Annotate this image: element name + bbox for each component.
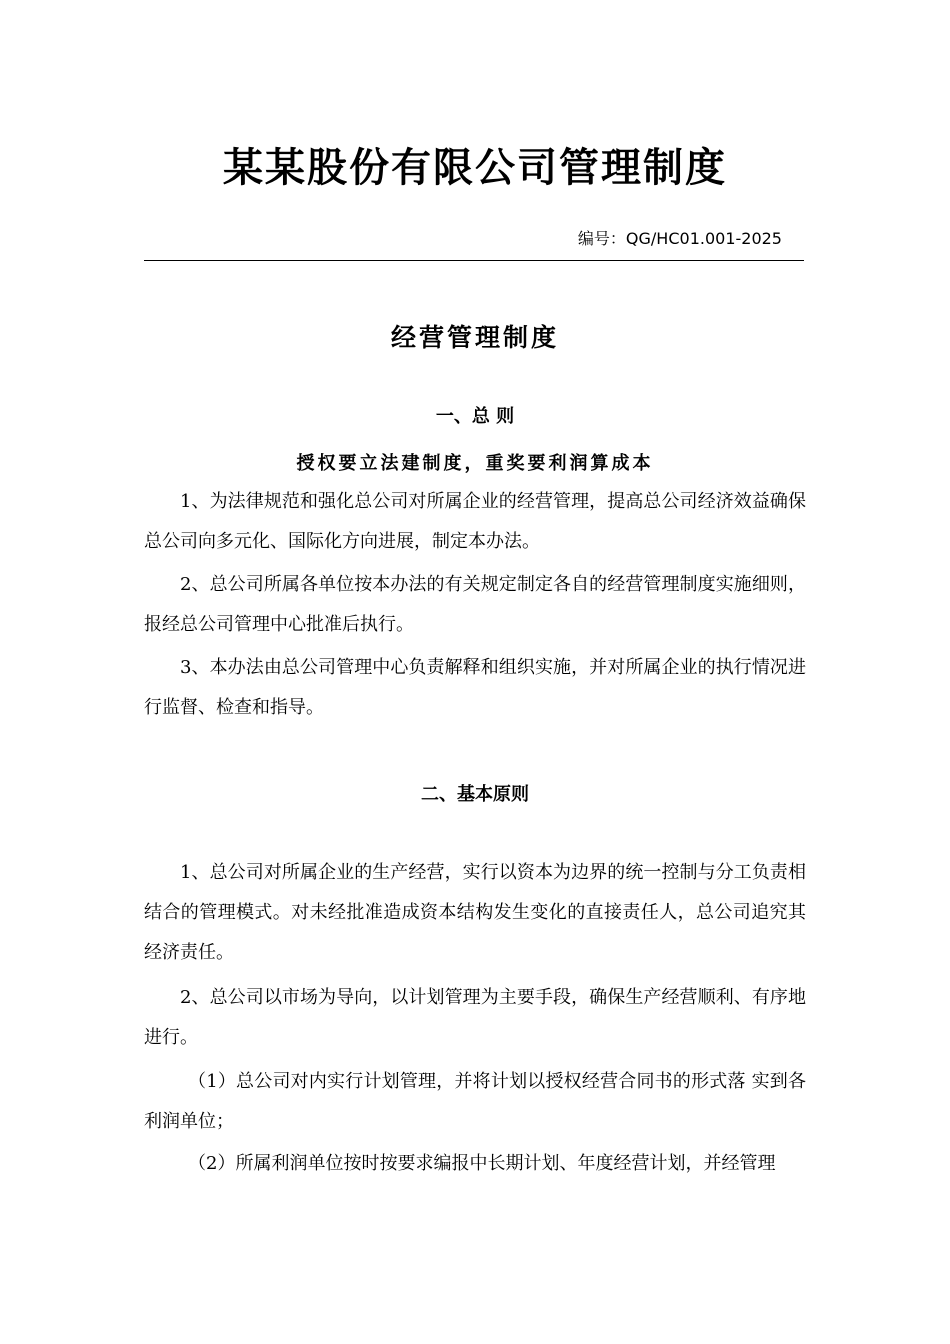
paragraph: 1、总公司对所属企业的生产经营，实行以资本为边界的统一控制与分工负责相结合的管理模式。对未经批准造成资本结构发生变化的直接责任人，总公司追究其经济责任。 [144, 862, 806, 963]
company-title: 某某股份有限公司管理制度 [223, 145, 727, 191]
paragraph: （2）所属利润单位按时按要求编报中长期计划、年度经营计划，并经管理 [188, 1153, 776, 1174]
paragraph: 1、为法律规范和强化总公司对所属企业的经营管理，提高总公司经济效益确保总公司向多元化、国际化方向进展，制定本办法。 [144, 491, 806, 552]
document-code: 编号：QG/HC01.001-2025 [577, 229, 782, 248]
section-heading-general: 一、总 则 [435, 406, 515, 427]
section-heading-principles: 二、基本原则 [421, 784, 529, 805]
paragraph: 2、总公司所属各单位按本办法的有关规定制定各自的经营管理制度实施细则，报经总公司管理中心批准后执行。 [144, 574, 806, 635]
policy-title: 经营管理制度 [390, 323, 559, 352]
section-subheading-motto: 授权要立法建制度，重奖要利润算成本 [296, 453, 654, 474]
paragraph: 3、本办法由总公司管理中心负责解释和组织实施，并对所属企业的执行情况进行监督、检查和指导。 [144, 657, 806, 718]
paragraph: 2、总公司以市场为导向，以计划管理为主要手段，确保生产经营顺利、有序地进行。 [144, 987, 806, 1048]
paragraph: （1）总公司对内实行计划管理，并将计划以授权经营合同书的形式落 实到各利润单位； [144, 1071, 806, 1132]
header-divider [144, 260, 804, 261]
